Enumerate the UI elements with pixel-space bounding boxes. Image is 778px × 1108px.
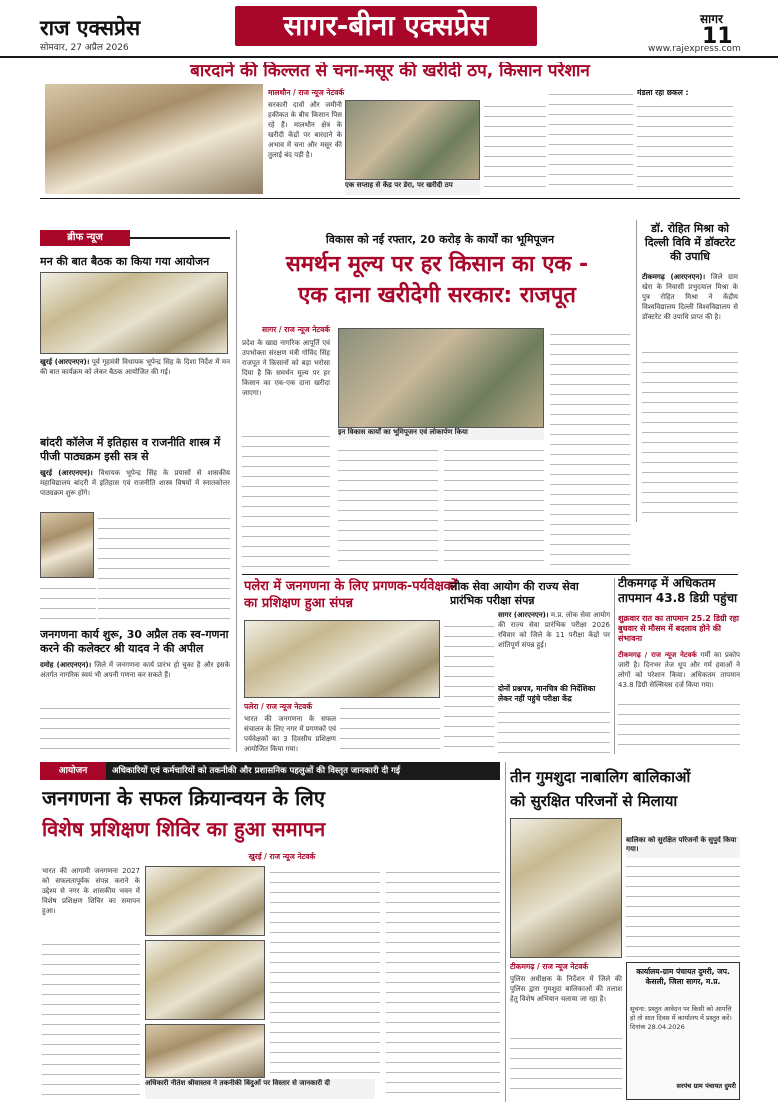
psc-exam-text: म.प्र. लोक सेवा आयोग की राज्य सेवा प्रारंभिक परीक्षा 2026 रविवार को जिले के 11 परीक्षा केंद्रों पर शांतिपूर्ण संपन्न हुई। <box>498 611 610 649</box>
lead-story-column-2 <box>338 444 438 568</box>
temperature-column <box>618 698 740 754</box>
bottom-left-headline-1: जनगणना के सफल क्रियान्वयन के लिए <box>42 786 325 810</box>
top-story-photo-1 <box>45 84 263 194</box>
top-story-column-3 <box>549 88 633 192</box>
bottom-right-caption: बालिका को सुरक्षित परिजनों के सुपुर्द किया गया। <box>626 836 740 858</box>
temperature-byline: टीकमगढ़ / राज न्यूज नेटवर्क <box>618 651 697 659</box>
brief-news-label: ब्रीफ न्यूज <box>40 230 130 246</box>
lead-story-photo <box>338 328 544 428</box>
brief-item-3-body <box>40 660 230 700</box>
brief-item-2-column <box>98 512 230 622</box>
bottom-left-photo-2 <box>145 940 265 1020</box>
bottom-right-photo <box>510 818 622 958</box>
lead-story-byline: सागर / राज न्यूज नेटवर्क <box>262 325 331 334</box>
bottom-left-caption: अधिकारी नीतेश श्रीवास्तव ने तकनीकी बिंदुओं पर विस्तार से जानकारी दी <box>145 1079 375 1099</box>
notice-sign: सरपंच ग्राम पंचायत दुमरी <box>676 1082 736 1090</box>
top-divider <box>40 198 740 199</box>
bottom-left-column-3 <box>386 866 500 1098</box>
top-story-column-4 <box>637 100 733 192</box>
temperature-divider <box>614 578 615 754</box>
psc-exam-body <box>498 610 610 682</box>
left-column-divider <box>236 230 237 752</box>
top-story-column-2 <box>484 100 546 192</box>
temperature-body <box>618 650 740 696</box>
brief-item-1-byline: खुरई (आरएनएन)। <box>40 358 90 366</box>
top-story-byline: मालथौन / राज न्यूज नेटवर्क <box>268 88 345 97</box>
census-training-headline: पलेरा में जनगणना के लिए प्रगणक-पर्यवेक्षकों का प्रशिक्षण हुआ संपन्न <box>244 579 458 611</box>
page-number: 11 <box>702 24 733 49</box>
bottom-right-headline-2: को सुरक्षित परिजनों से मिलाया <box>510 792 678 810</box>
lead-story-headline-1: समर्थन मूल्य पर हर किसान का एक - <box>285 252 589 277</box>
temperature-subhead: शुक्रवार रात का तापमान 25.2 डिग्री रहा बुधवार से मौसम में बदलाव होने की संभावना <box>618 614 739 643</box>
notice-text: सूचना: प्रस्तुत आवेदन पर किसी को आपत्ति हो तो सात दिवस में कार्यालय में प्रस्तुत करें। दिनांक 28.04.2026 <box>630 1005 732 1031</box>
issue-date: सोमवार, 27 अप्रैल 2026 <box>40 43 129 53</box>
right-column-headline: डॉ. रोहित मिश्रा को दिल्ली विवि में डॉक्टरेट की उपाधि <box>644 222 736 263</box>
psc-exam-column <box>498 706 610 754</box>
brief-item-3-column <box>40 702 230 750</box>
census-training-byline: पलेरा / राज न्यूज नेटवर्क <box>244 702 313 711</box>
bottom-left-text: भारत की आगामी जनगणना 2027 को सफलतापूर्वक संपन्न कराने के उद्देश्य से नगर के शासकीय भवन में विशेष प्रशिक्षण शिविर का समापन हुआ। <box>42 867 140 915</box>
census-training-photo <box>244 620 440 698</box>
brief-item-2-body <box>40 468 230 508</box>
census-training-column-3 <box>444 620 494 754</box>
lead-story-text: प्रदेश के खाद्य नागरिक आपूर्ति एवं उपभोक्ता संरक्षण मंत्री गोविंद सिंह राजपूत ने किसानों को बड़ा भरोसा दिया है कि समर्थन मूल्य पर हर किसान का एक-एक दाना खरीदा जाएगा। <box>242 339 330 397</box>
bottom-right-text: पुलिस अधीक्षक के निर्देशन में जिले की पुलिस द्वारा गुमशुदा बालिकाओं की तलाश हेतु विशेष अभियान चलाया जा रहा है। <box>510 975 622 1003</box>
right-column-text: जिले ग्राम खेरा के निवासी प्रभुदयाल मिश्रा के पुत्र रोहित मिश्रा ने केंद्रीय विश्वविद्यालय दिल्ली विश्वविद्यालय से डॉक्टरेट की उपाधि प्राप्त की है। <box>642 273 738 321</box>
event-strip <box>40 762 500 780</box>
edition-city: सागर <box>700 12 723 26</box>
right-column-byline: टीकमगढ़ (आरएनएन)। <box>642 273 706 281</box>
bottom-right-column-2 <box>626 860 740 958</box>
brief-item-3-byline: दमोह (आरएनएन)। <box>40 661 92 669</box>
bottom-left-photo-1 <box>145 866 265 936</box>
bottom-left-column-1 <box>42 938 140 1096</box>
psc-exam-byline: सागर (आरएनएन)। <box>498 611 549 619</box>
census-training-column-2 <box>340 702 440 754</box>
psc-exam-subhead: दोनों प्रश्नपत्र, मानचित्र की निर्देशिका लेकर नहीं पहुंचे परीक्षा केंद्र <box>498 684 596 703</box>
brief-item-2-column-lower <box>40 582 96 622</box>
temperature-headline: टीकमगढ़ में अधिकतम तापमान 43.8 डिग्री पहुंचा <box>618 576 738 605</box>
top-story-photo-2 <box>345 100 480 180</box>
gram-panchayat-notice <box>626 962 740 1100</box>
brief-item-3-text: जिले में जनगणना कार्य प्रारंभ हो चुका है और इसके अंतर्गत नागरिक स्वयं भी अपनी गणना कर सकते हैं। <box>40 661 230 679</box>
top-story-headline: बारदाने की किल्लत से चना-मसूर की खरीदी ठप, किसान परेशान <box>190 62 590 81</box>
masthead <box>0 0 778 58</box>
notice-title: कार्यालय-ग्राम पंचायत दुमरी, जप. केसली, जिला सागर, म.प्र. <box>636 967 730 986</box>
bottom-left-column-2 <box>270 866 380 1076</box>
top-story-side-byline: मंडला रहा छकल : <box>637 88 689 97</box>
bottom-right-byline: टीकमगढ़ / राज न्यूज नेटवर्क <box>510 962 589 971</box>
lead-story-kicker: विकास को नई रफ्तार, 20 करोड़ के कार्यों का भूमिपूजन <box>325 233 555 246</box>
brief-item-2-text: विधायक भूपेन्द्र सिंह के प्रयासों से शासकीय महाविद्यालय बांदरी में इतिहास एवं राजनीति शास्त्र विषयों में स्नातकोत्तर पाठ्यक्रम शुरू होंगे। <box>40 469 230 497</box>
top-story-lead-text: सरकारी दावों और जमीनी हकीकत के बीच किसान पिस रहे हैं। मालथौन क्षेत्र के खरीदी केंद्रों पर बारदाने के अभाव में चना और मसूर की तुलाई बंद पड़ी है। <box>268 101 342 159</box>
bottom-divider <box>505 762 506 1102</box>
bottom-left-headline-2: विशेष प्रशिक्षण शिविर का हुआ समापन <box>42 817 326 841</box>
right-column-lines <box>642 346 738 522</box>
brief-item-1-photo <box>40 272 228 354</box>
right-column-body <box>642 272 738 342</box>
brief-news-rule <box>130 237 230 239</box>
lead-story-column-3 <box>444 444 544 568</box>
website-link[interactable]: www.rajexpress.com <box>648 44 741 54</box>
bottom-right-column-1 <box>510 1032 622 1098</box>
middle-row-divider <box>242 574 738 575</box>
lead-story-headline-2: एक दाना खरीदेगी सरकार: राजपूत <box>298 283 576 308</box>
bottom-left-photo-3 <box>145 1024 265 1078</box>
brief-item-2-portrait <box>40 512 94 578</box>
brief-item-1-body <box>40 357 230 413</box>
brief-item-1-text: पूर्व गृहमंत्री विधायक भूपेन्द्र सिंह के दिशा निर्देश में मन की बात कार्यक्रम को लेकर बैठक आयोजित की गई। <box>40 358 230 376</box>
event-strip-label: आयोजन <box>40 762 106 780</box>
brief-item-2-headline: बांदरी कॉलेज में इतिहास व राजनीति शास्त्र में पीजी पाठ्यक्रम इसी सत्र से <box>40 436 221 463</box>
right-column-divider <box>636 220 637 522</box>
psc-exam-headline: लोक सेवा आयोग की राज्य सेवा प्रारंभिक परीक्षा संपन्न <box>450 580 579 607</box>
newspaper-brand: राज एक्सप्रेस <box>40 16 141 40</box>
brief-item-2-byline: खुरई (आरएनएन)। <box>40 469 93 477</box>
temperature-text: गर्मी का प्रकोप जारी है। दिनभर तेज धूप और गर्म हवाओं ने लोगों को परेशान किया। अधिकतम तापमान 43.8 डिग्री सेल्सियस दर्ज किया गया। <box>618 651 740 689</box>
edition-title: सागर-बीना एक्सप्रेस <box>235 6 537 46</box>
brief-item-1-headline: मन की बात बैठक का किया गया आयोजन <box>40 255 210 268</box>
lead-story-column-1 <box>242 430 330 568</box>
bottom-left-byline: खुरई / राज न्यूज नेटवर्क <box>248 852 316 861</box>
top-story-caption: एक सप्ताह से केंद्र पर डेरा, पर खरीदी ठप <box>345 181 480 195</box>
bottom-right-headline-1: तीन गुमशुदा नाबालिग बालिकाओं <box>510 768 691 786</box>
brief-item-3-headline: जनगणना कार्य शुरू, 30 अप्रैल तक स्व-गणना करने की कलेक्टर श्री यादव ने की अपील <box>40 628 229 655</box>
lead-story-caption: इन विकास कार्यों का भूमिपूजन एवं लोकार्पण किया <box>338 428 544 440</box>
event-strip-text: अधिकारियों एवं कर्मचारियों को तकनीकी और प्रशासनिक पहलुओं की विस्तृत जानकारी दी गई <box>112 766 401 776</box>
census-training-text: भारत की जनगणना के सफल संचालन के लिए नगर में प्रगणकों एवं पर्यवेक्षकों का 3 दिवसीय प्रशिक्षण आयोजित किया गया। <box>244 715 336 753</box>
lead-story-column-4 <box>550 328 630 568</box>
